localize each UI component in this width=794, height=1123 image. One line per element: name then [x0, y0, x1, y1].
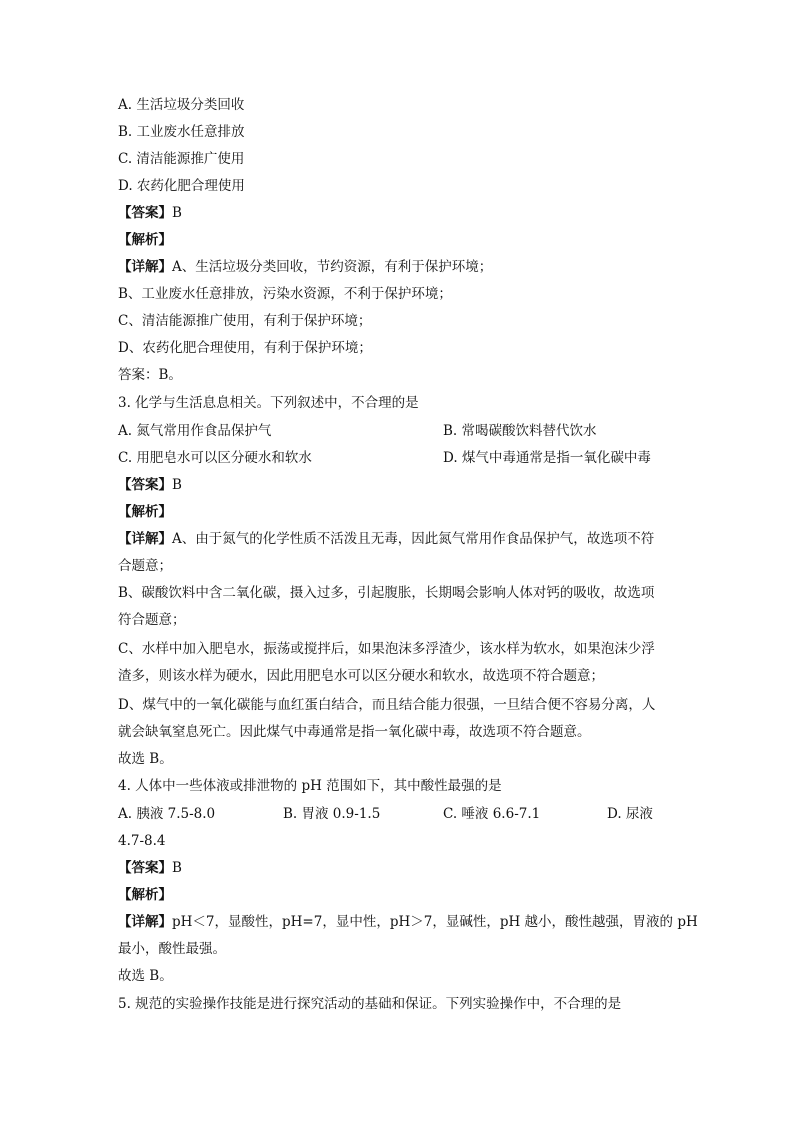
q4-option-d: D. 尿液 — [607, 806, 653, 822]
q2-option-d: D. 农药化肥合理使用 — [118, 178, 245, 194]
q2-detail-4: D、农药化肥合理使用，有利于保护环境； — [118, 340, 372, 356]
answer-label: 【答案】 — [118, 205, 172, 221]
q3-option-a: A. 氮气常用作食品保护气 — [118, 423, 272, 439]
q2-option-a: A. 生活垃圾分类回收 — [118, 97, 245, 113]
q3-detail-4: 符合题意； — [118, 612, 186, 628]
q2-analysis-label: 【解析】 — [118, 232, 172, 248]
q3-detail-5: C、水样中加入肥皂水，振荡或搅拌后，如果泡沫多浮渣少，该水样为软水，如果泡沫少浮 — [118, 641, 655, 657]
q3-detail-7: D、煤气中的一氧化碳能与血红蛋白结合，而且结合能力很强，一旦结合便不容易分离，人 — [118, 697, 656, 713]
q4-stem: 4. 人体中一些体液或排泄物的 pH 范围如下，其中酸性最强的是 — [118, 778, 502, 794]
q3-analysis-label: 【解析】 — [118, 504, 172, 520]
detail-text: A、生活垃圾分类回收，节约资源，有利于保护环境； — [172, 259, 493, 275]
q3-detail-8: 就会缺氧窒息死亡。因此煤气中毒通常是指一氧化碳中毒，故选项不符合题意。 — [118, 724, 591, 740]
q3-stem: 3. 化学与生活息息相关。下列叙述中，不合理的是 — [118, 395, 419, 411]
q2-answer — [118, 204, 182, 222]
q4-option-d-cont: 4.7-8.4 — [118, 833, 166, 849]
q5-stem: 5. 规范的实验操作技能是进行探究活动的基础和保证。下列实验操作中，不合理的是 — [118, 996, 622, 1012]
q3-option-c: C. 用肥皂水可以区分硬水和软水 — [118, 450, 312, 466]
q3-detail-3: B、碳酸饮料中含二氧化碳，摄入过多，引起腹胀，长期喝会影响人体对钙的吸收，故选项 — [118, 585, 655, 601]
answer-label: 【答案】 — [118, 477, 172, 493]
q4-option-c: C. 唾液 6.6-7.1 — [443, 806, 541, 822]
detail-label: 【详解】 — [118, 914, 172, 930]
q4-conclusion: 故选 B。 — [118, 968, 173, 984]
answer-value: B — [172, 477, 182, 493]
q4-option-b: B. 胃液 0.9-1.5 — [283, 806, 381, 822]
q4-option-a: A. 胰液 7.5-8.0 — [118, 806, 216, 822]
q2-detail-2: B、工业废水任意排放，污染水资源，不利于保护环境； — [118, 286, 452, 302]
q2-conclusion: 答案：B。 — [118, 367, 182, 383]
q2-option-c: C. 清洁能源推广使用 — [118, 151, 245, 167]
detail-text: pH＜7，显酸性，pH=7，显中性，pH＞7，显碱性，pH 越小，酸性越强，胃液的 pH — [172, 914, 698, 930]
q4-answer — [118, 859, 182, 877]
q2-detail-1 — [118, 258, 492, 276]
q3-detail-1 — [118, 530, 654, 548]
answer-label: 【答案】 — [118, 860, 172, 876]
answer-value: B — [172, 205, 182, 221]
detail-label: 【详解】 — [118, 531, 172, 547]
q3-detail-6: 渣多，则该水样为硬水，因此用肥皂水可以区分硬水和软水，故选项不符合题意； — [118, 668, 604, 684]
answer-value: B — [172, 860, 182, 876]
q3-answer — [118, 476, 182, 494]
q2-detail-3: C、清洁能源推广使用，有利于保护环境； — [118, 313, 372, 329]
q4-detail-2: 最小，酸性最强。 — [118, 941, 226, 957]
q3-option-d: D. 煤气中毒通常是指一氧化碳中毒 — [443, 450, 651, 466]
q4-detail-1 — [118, 913, 698, 931]
detail-text: A、由于氮气的化学性质不活泼且无毒，因此氮气常用作食品保护气，故选项不符 — [172, 531, 655, 547]
q3-option-b: B. 常喝碳酸饮料替代饮水 — [443, 423, 597, 439]
detail-label: 【详解】 — [118, 259, 172, 275]
q3-conclusion: 故选 B。 — [118, 751, 173, 767]
q4-analysis-label: 【解析】 — [118, 887, 172, 903]
q3-detail-2: 合题意； — [118, 558, 172, 574]
q2-option-b: B. 工业废水任意排放 — [118, 124, 245, 140]
